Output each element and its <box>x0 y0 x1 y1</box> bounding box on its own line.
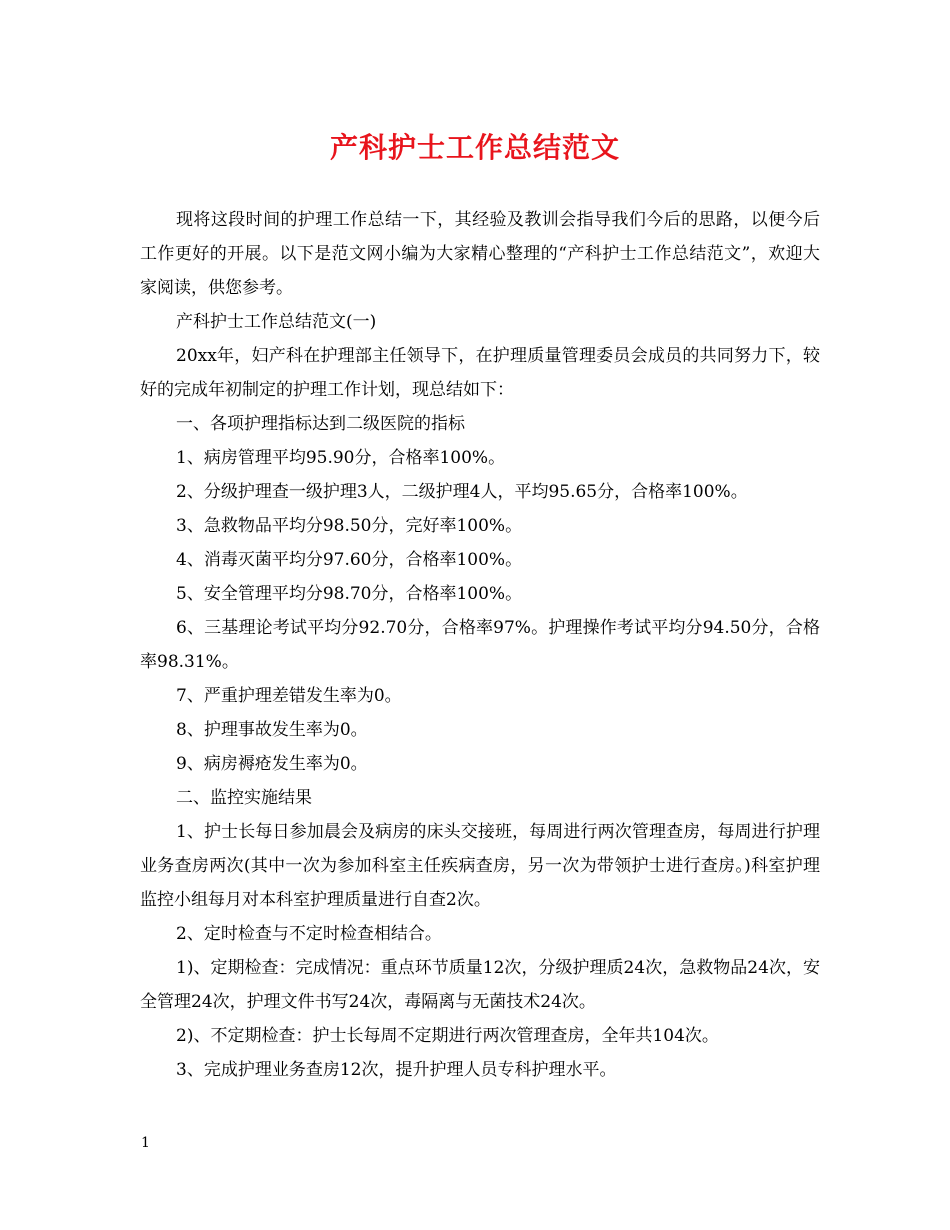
document-body <box>140 203 820 1087</box>
page-number: 1 <box>141 1135 150 1151</box>
paragraph-item: 1、病房管理平均95.90分，合格率100%。 <box>176 448 506 468</box>
paragraph-item: 2、定时检查与不定时检查相结合。 <box>176 924 442 944</box>
document-title: 产科护士工作总结范文 <box>329 131 620 164</box>
paragraph-item: 5、安全管理平均分98.70分，合格率100%。 <box>176 584 523 604</box>
paragraph-summary: 20xx年，妇产科在护理部主任领导下，在护理质量管理委员会成员的共同努力下，较好的完成年初制定的护理工作计划，现总结如下： <box>140 346 820 400</box>
paragraph-item: 2)、不定期检查：护士长每周不定期进行两次管理查房，全年共104次。 <box>176 1026 719 1046</box>
paragraph-item: 9、病房褥疮发生率为0。 <box>176 754 368 774</box>
paragraph-intro: 现将这段时间的护理工作总结一下，其经验及教训会指导我们今后的思路，以便今后工作更好的开展。以下是范文网小编为大家精心整理的“产科护士工作总结范文”，欢迎大家阅读，供您参考。 <box>140 210 820 298</box>
paragraph-item: 3、完成护理业务查房12次，提升护理人员专科护理水平。 <box>176 1060 617 1080</box>
paragraph-item: 3、急救物品平均分98.50分，完好率100%。 <box>176 516 523 536</box>
paragraph-item: 1)、定期检查：完成情况：重点环节质量12次，分级护理质24次，急救物品24次，安全管理24次，护理文件书写24次，毒隔离与无菌技术24次。 <box>140 958 820 1012</box>
paragraph-subtitle: 产科护士工作总结范文(一) <box>176 312 377 332</box>
section-heading-indicators: 一、各项护理指标达到二级医院的指标 <box>176 414 465 434</box>
paragraph-item: 7、严重护理差错发生率为0。 <box>176 686 402 706</box>
paragraph-item: 1、护士长每日参加晨会及病房的床头交接班，每周进行两次管理查房，每周进行护理业务查房两次(其中一次为参加科室主任疾病查房，另一次为带领护士进行查房。)科室护理监控小组每月对本科室护理质量进行自查2次。 <box>140 822 820 910</box>
paragraph-item: 4、消毒灭菌平均分97.60分，合格率100%。 <box>176 550 523 570</box>
paragraph-item: 6、三基理论考试平均分92.70分，合格率97%。护理操作考试平均分94.50分，合格率98.31%。 <box>140 618 820 672</box>
section-heading-monitoring: 二、监控实施结果 <box>176 788 312 808</box>
paragraph-item: 2、分级护理查一级护理3人，二级护理4人，平均95.65分，合格率100%。 <box>176 482 748 502</box>
paragraph-item: 8、护理事故发生率为0。 <box>176 720 368 740</box>
